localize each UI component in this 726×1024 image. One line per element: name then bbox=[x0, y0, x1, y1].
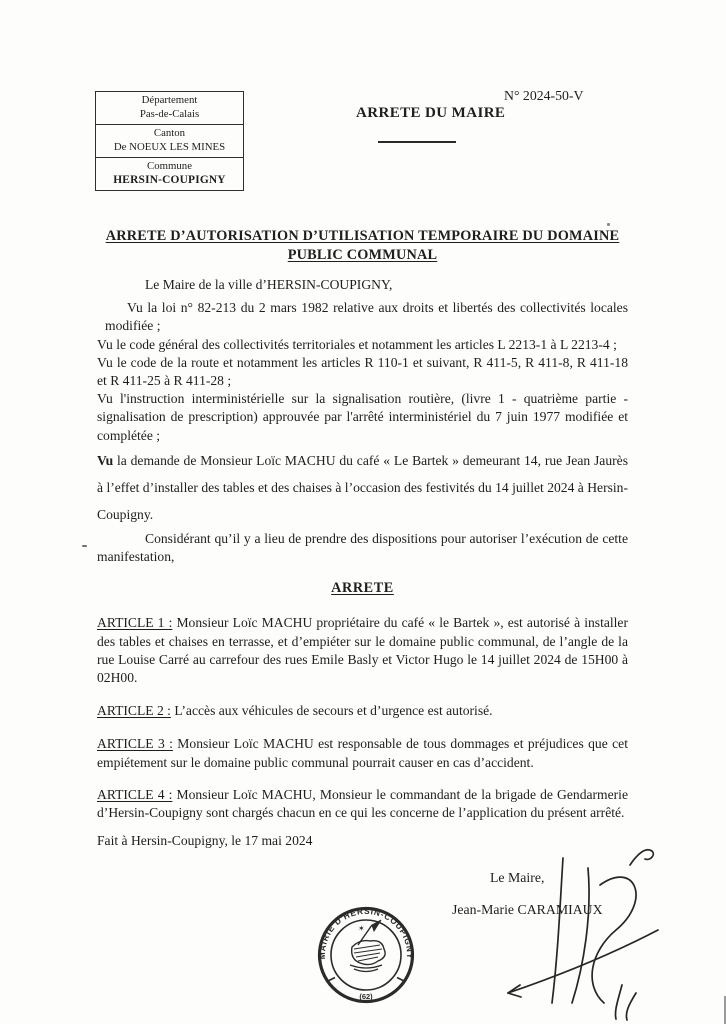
seal-star-icon: ✶ bbox=[358, 924, 365, 933]
vu-paragraph-5 bbox=[97, 447, 628, 528]
article-3 bbox=[97, 735, 628, 771]
seal-text: MAIRIE D'HERSIN-COUPIGNY bbox=[316, 905, 416, 960]
main-title bbox=[97, 227, 628, 265]
article-2-text: L’accès aux véhicules de secours et d’urgence est autorisé. bbox=[170, 703, 493, 719]
department-label: Département bbox=[141, 94, 198, 106]
article-4-label: ARTICLE 4 : bbox=[97, 786, 173, 802]
signatory-name: Jean-Marie CARAMIAUX bbox=[452, 902, 603, 917]
municipal-seal-icon bbox=[314, 899, 418, 1011]
vu-paragraph-2: Vu le code général des collectivités territoriales et notamment les articles L 2213-1 à L 2213-4 ; bbox=[97, 336, 617, 352]
article-2 bbox=[97, 702, 628, 720]
svg-text:MAIRIE D'HERSIN-COUPIGNY bbox=[317, 906, 415, 960]
main-title-line1: ARRETE D’AUTORISATION D’UTILISATION TEMPORAIRE DU DOMAINE bbox=[105, 228, 620, 244]
canton-label: Canton bbox=[153, 127, 186, 139]
body-text bbox=[97, 276, 628, 850]
article-4-text: Monsieur Loïc MACHU, Monsieur le commandant de la brigade de Gendarmerie d’Hersin-Coupigny sont chargés chacun en ce qui les concerne de l’application du présent arrêté. bbox=[97, 786, 628, 821]
main-title-line2: PUBLIC COMMUNAL bbox=[287, 247, 438, 263]
vu-paragraph-5-text: la demande de Monsieur Loïc MACHU du café « Le Bartek » demeurant 14, rue Jean Jaurès à l’effet d’installer des tables et des chaises à l’occasion des festivités du 14 juillet 2024 à Hersin-Coupigny. bbox=[97, 452, 628, 522]
considerant-paragraph: Considérant qu’il y a lieu de prendre des dispositions pour autoriser l’exécution de cette manifestation, bbox=[97, 530, 628, 565]
vu-paragraph-1: Vu la loi n° 82-213 du 2 mars 1982 relative aux droits et libertés des collectivités locales modifiée ; bbox=[105, 300, 628, 334]
article-3-text: Monsieur Loïc MACHU est responsable de tous dommages et préjudices que cet empiétement sur le domaine public communal pourrait causer en cas d’accident. bbox=[97, 736, 628, 770]
commune-row bbox=[96, 158, 243, 190]
department-row bbox=[96, 92, 243, 125]
article-4 bbox=[97, 786, 628, 822]
commune-value: HERSIN-COUPIGNY bbox=[113, 173, 226, 186]
canton-value: De NOEUX LES MINES bbox=[113, 140, 226, 153]
article-1-text: Monsieur Loïc MACHU propriétaire du café « le Bartek », est autorisé à installer des tables et chaises en terrasse, et d’empiéter sur le domaine public communal, de l’angle de la rue Louise Carré au carrefour des rues Emile Basly et Victor Hugo le 14 juillet 2024 de 15H00 à 02H00. bbox=[97, 615, 628, 686]
vu-paragraph-4: Vu l'instruction interministérielle sur la signalisation routière, (livre 1 - quatrième partie - signalisation de prescription) approuvée par l'arrêté interministériel du 7 juin 1977 modifiée et complétée ; bbox=[97, 391, 628, 443]
article-1-label: ARTICLE 1 : bbox=[97, 615, 173, 631]
administrative-header-box bbox=[95, 91, 244, 191]
title-rule bbox=[378, 141, 456, 143]
vu-bold-prefix: Vu bbox=[97, 452, 114, 468]
article-3-label: ARTICLE 3 : bbox=[97, 736, 173, 752]
vu-paragraph-3: Vu le code de la route et notamment les articles R 110-1 et suivant, R 411-5, R 411-8, R 411-18 et R 411-25 à R 411-28 ; bbox=[97, 354, 628, 389]
department-value: Pas-de-Calais bbox=[139, 107, 200, 120]
document-number: N° 2024-50-V bbox=[504, 88, 584, 103]
canton-row bbox=[96, 125, 243, 158]
scan-speck bbox=[607, 223, 610, 226]
signature-title: Le Maire, bbox=[490, 870, 545, 885]
place-date: Fait à Hersin-Coupigny, le 17 mai 2024 bbox=[97, 833, 313, 849]
arrete-heading: ARRETE bbox=[331, 580, 394, 597]
commune-label: Commune bbox=[147, 160, 192, 172]
article-2-label: ARTICLE 2 : bbox=[97, 703, 171, 719]
seal-department-code: (62) bbox=[359, 992, 373, 1001]
article-1 bbox=[97, 614, 628, 687]
intro-paragraph: Le Maire de la ville d’HERSIN-COUPIGNY, bbox=[145, 277, 393, 292]
scan-speck bbox=[82, 545, 87, 547]
document-type-title: ARRETE DU MAIRE bbox=[356, 105, 506, 121]
